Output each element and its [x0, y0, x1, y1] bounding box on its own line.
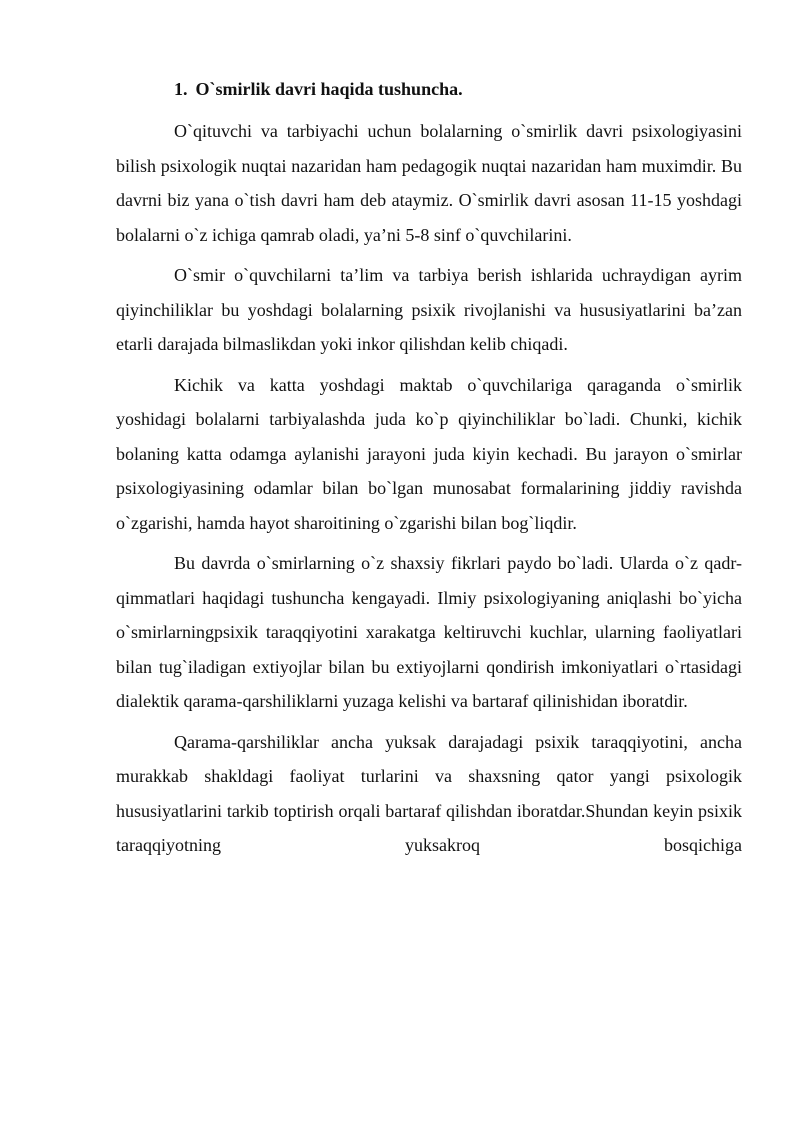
section-title: O`smirlik davri haqida tushuncha. [195, 79, 463, 99]
paragraph-5: Qarama-qarshiliklar ancha yuksak darajadagi psixik taraqqiyotini, ancha murakkab shakldagi faoliyat turlarini va shaxsning qator yangi psixologik hususiyatlarini tarkib toptirish orqali bartaraf qilishdan iboratdar.Shundan keyin psixik taraqqiyotning yuksakroq bosqichiga [116, 731, 742, 855]
section-heading [116, 72, 742, 106]
paragraph-3: Kichik va katta yoshdagi maktab o`quvchilariga qaraganda o`smirlik yoshidagi bolalarni tarbiyalashda juda ko`p qiyinchiliklar bo`ladi. Chunki, kichik bolaning katta odamga aylanishi jarayoni juda kiyin kechadi. Bu jarayon o`smirlar psixologiyasining odamlar bilan bo`lgan munosabat formalarining jiddiy ravishda o`zgarishi, hamda hayot sharoitining o`zgarishi bilan bog`liqdir. [116, 374, 742, 533]
paragraph-2: O`smir o`quvchilarni ta’lim va tarbiya berish ishlarida uchraydigan ayrim qiyinchiliklar bu yoshdagi bolalarning psixik rivojlanishi va hususiyatlarini ba’zan etarli darajada bilmaslikdan yoki inkor qilishdan kelib chiqadi. [116, 265, 742, 354]
section-number: 1. [174, 79, 188, 99]
document-body [116, 72, 742, 869]
paragraph-1: O`qituvchi va tarbiyachi uchun bolalarning o`smirlik davri psixologiyasini bilish psixologik nuqtai nazaridan ham pedagogik nuqtai nazaridan ham muximdir. Bu davrni biz yana o`tish davri ham deb ataymiz. O`smirlik davri asosan 11-15 yoshdagi bolalarni o`z ichiga qamrab oladi, ya’ni 5-8 sinf o`quvchilarini. [116, 121, 742, 245]
paragraph-4: Bu davrda o`smirlarning o`z shaxsiy fikrlari paydo bo`ladi. Ularda o`z qadr-qimmatlari haqidagi tushuncha kengayadi. Ilmiy psixologiyaning aniqlashi bo`yicha o`smirlarningpsixik taraqqiyotini xarakatga keltiruvchi kuchlar, ularning faoliyatlari bilan tug`iladigan extiyojlar bilan bu extiyojlarni qondirish imkoniyatlari o`rtasidagi dialektik qarama-qarshiliklarni yuzaga kelishi va bartaraf qilinishidan iboratdir. [116, 553, 742, 711]
